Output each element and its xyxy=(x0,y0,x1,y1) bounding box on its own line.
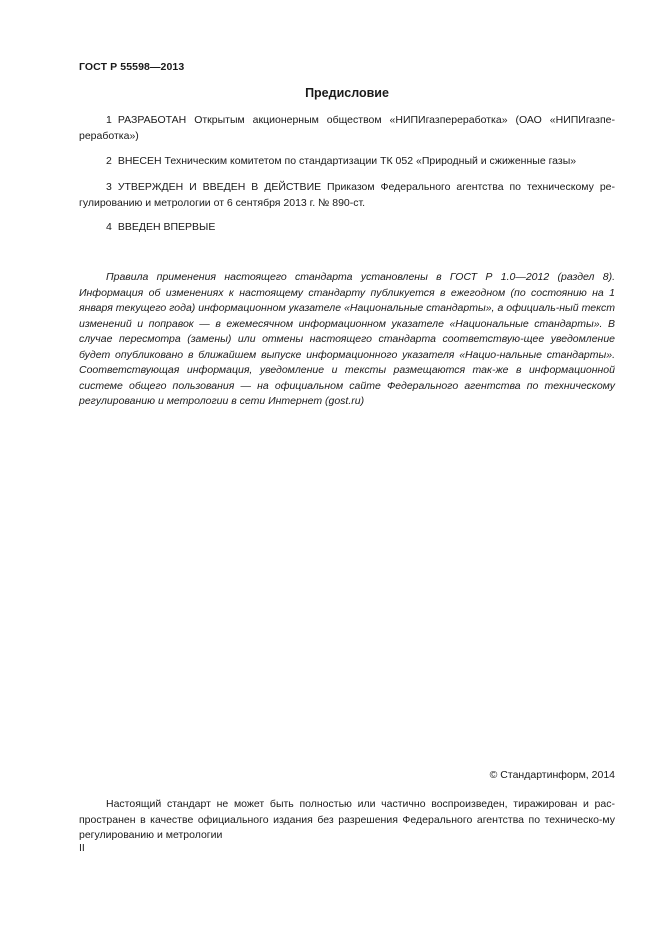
application-note: Правила применения настоящего стандарта установлены в ГОСТ Р 1.0—2012 (раздел 8). Информация об изменениях к настоящему стандарту публикуется в ежегодном (по состоянию на 1 января текущего года) информационном указателе «Национальные стандарты», а официаль-ный текст изменений и поправок — в ежемесячном информационном указателе «Национальные стандарты». В случае пересмотра (замены) или отмены настоящего стандарта соответствую-щее уведомление будет опубликовано в ближайшем выпуске информационного указателя «Нацио-нальные стандарты». Соответствующая информация, уведомление и тексты размещаются так-же в информационной системе общего пользования — на официальном сайте Федерального агентства по техническому регулированию и метрологии в сети Интернет (gost.ru) xyxy=(79,271,615,407)
document-code: ГОСТ Р 55598—2013 xyxy=(79,61,185,73)
item-number: 4 xyxy=(106,221,112,233)
copyright-line: © Стандартинформ, 2014 xyxy=(489,769,615,781)
item-text: ВНЕСЕН Техническим комитетом по стандартизации ТК 052 «Природный и сжиженные газы» xyxy=(117,155,577,167)
item-2 xyxy=(79,154,615,170)
item-3 xyxy=(79,180,615,211)
item-number: 2 xyxy=(106,155,112,167)
item-text: ВВЕДЕН ВПЕРВЫЕ xyxy=(117,221,216,233)
item-number: 3 xyxy=(106,181,112,193)
item-4 xyxy=(79,220,615,236)
item-number: 1 xyxy=(106,114,112,126)
page-number: II xyxy=(79,842,85,854)
item-text: УТВЕРЖДЕН И ВВЕДЕН В ДЕЙСТВИЕ Приказом Федерального агентства по техническому ре-гулированию и метрологии от 6 сентября 2013 г. № 890-ст. xyxy=(79,181,615,209)
item-text: РАЗРАБОТАН Открытым акционерным обществом «НИПИгазпереработка» (ОАО «НИПИгазпе-реработка») xyxy=(79,114,615,142)
page-title: Предисловие xyxy=(305,86,389,100)
reproduction-notice: Настоящий стандарт не может быть полностью или частично воспроизведен, тиражирован и рас-пространен в качестве официального издания без разрешения Федерального агентства по техническо-му регулированию и метрологии xyxy=(79,798,615,841)
item-1 xyxy=(79,113,615,144)
